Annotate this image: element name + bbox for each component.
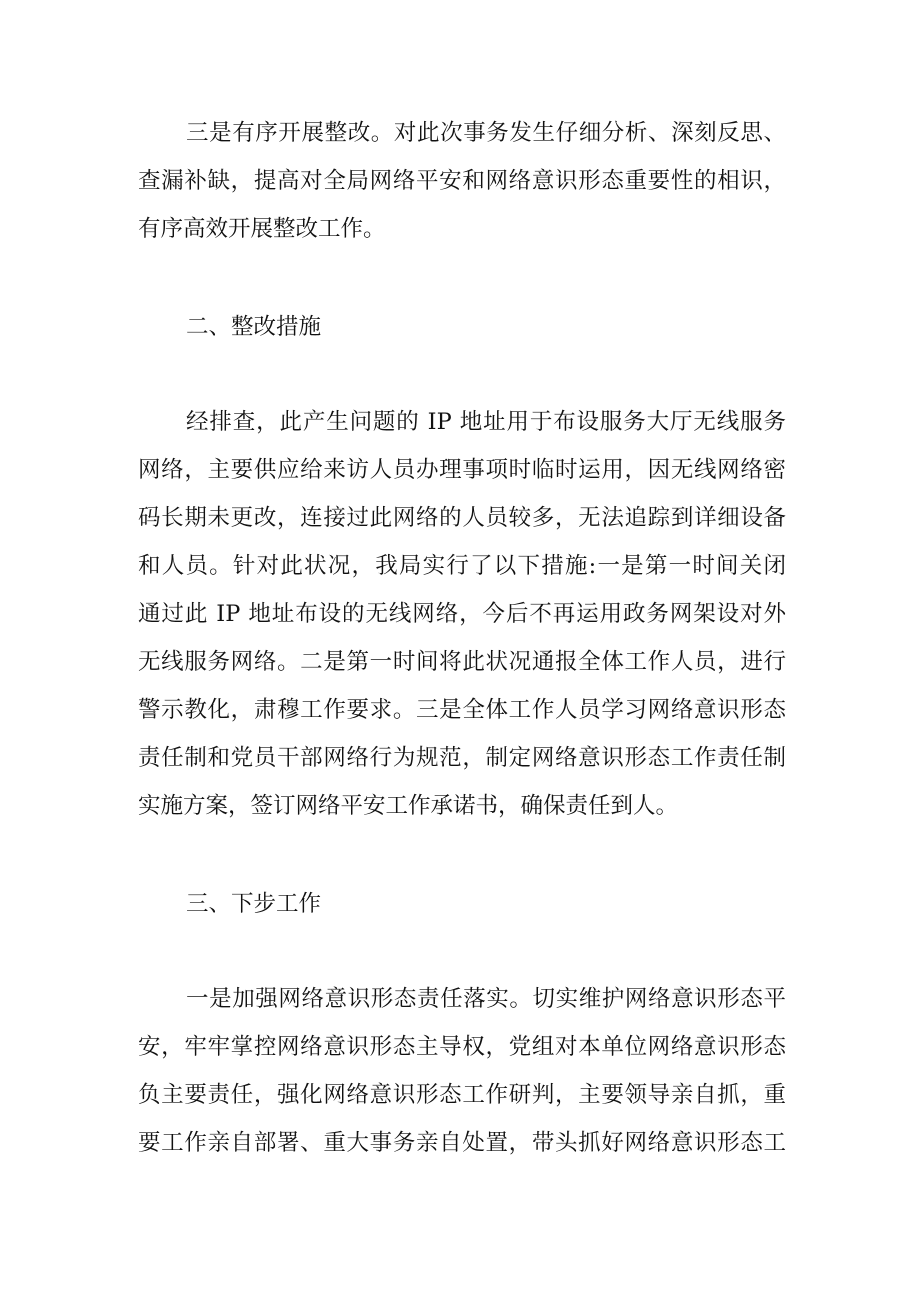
paragraph-2-line-4: 和人员。针对此状况，我局实行了以下措施:一是第一时间关闭 [138,553,786,579]
paragraph-1-line-3: 有序高效开展整改工作。 [138,216,386,242]
paragraph-2-line-6: 无线服务网络。二是第一时间将此状况通报全体工作人员，进行 [138,649,786,675]
paragraph-2-line-9: 实施方案，签订网络平安工作承诺书，确保责任到人。 [138,793,679,819]
paragraph-2-line-3: 码长期未更改，连接过此网络的人员较多，无法追踪到详细设备 [138,505,786,531]
paragraph-3-line-1: 一是加强网络意识形态责任落实。切实维护网络意识形态平 [186,986,786,1012]
paragraph-1-line-1: 三是有序开展整改。对此次事务发生仔细分析、深刻反思、 [186,120,786,146]
paragraph-2-line-5: 通过此 IP 地址布设的无线网络，今后不再运用政务网架设对外 [138,601,786,627]
paragraph-3-line-3: 负主要责任，强化网络意识形态工作研判，主要领导亲自抓，重 [138,1082,786,1108]
paragraph-2-line-8: 责任制和党员干部网络行为规范，制定网络意识形态工作责任制 [138,745,786,771]
paragraph-3-line-2: 安，牢牢掌控网络意识形态主导权，党组对本单位网络意识形态 [138,1034,786,1060]
paragraph-1-line-2: 查漏补缺，提高对全局网络平安和网络意识形态重要性的相识， [138,168,786,194]
section-heading-next-steps: 三、下步工作 [186,891,322,917]
paragraph-3-line-4: 要工作亲自部署、重大事务亲自处置，带头抓好网络意识形态工 [138,1130,786,1156]
paragraph-2-line-1: 经排查，此产生问题的 IP 地址用于布设服务大厅无线服务 [186,409,786,435]
section-heading-measures: 二、整改措施 [186,314,322,340]
paragraph-2-line-7: 警示教化，肃穆工作要求。三是全体工作人员学习网络意识形态 [138,697,786,723]
paragraph-2-line-2: 网络，主要供应给来访人员办理事项时临时运用，因无线网络密 [138,457,786,483]
